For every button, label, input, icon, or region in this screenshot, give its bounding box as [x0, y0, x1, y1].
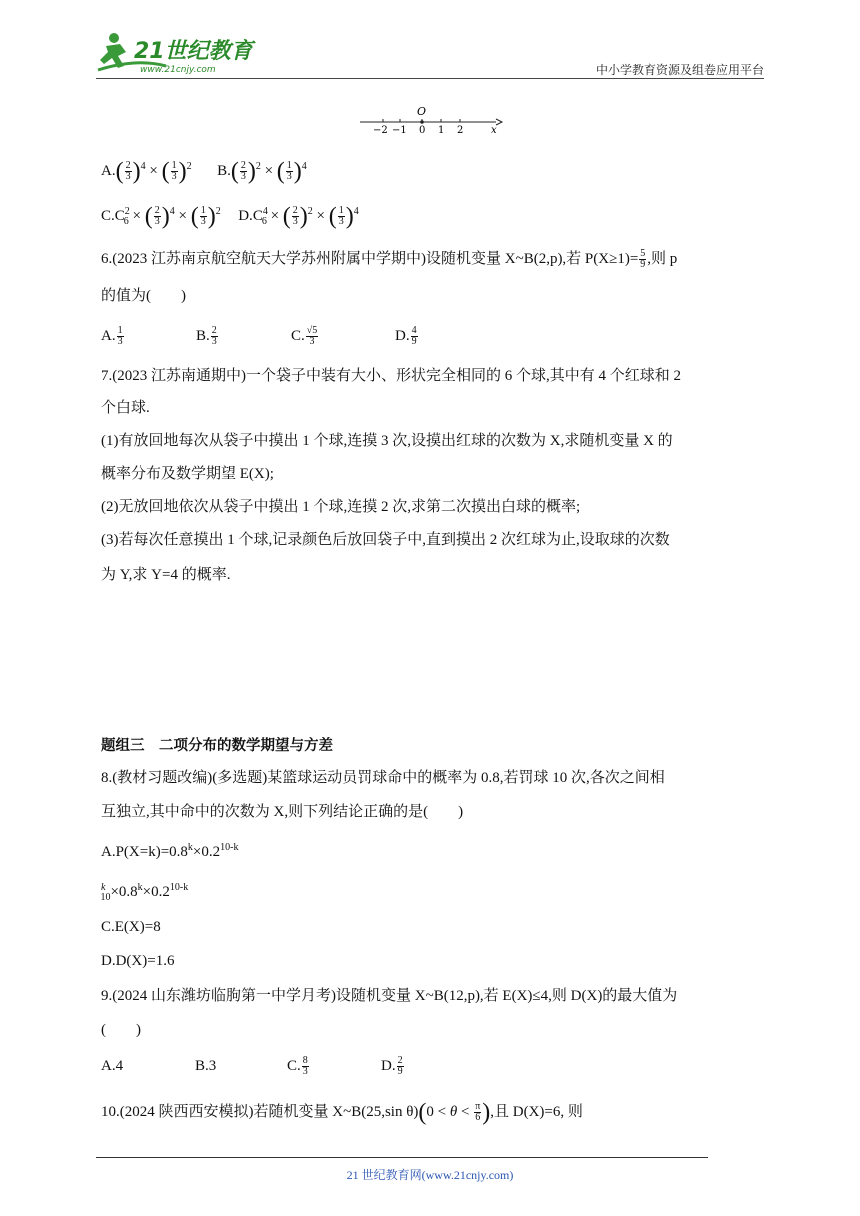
q6-stem: 6.(2023 江苏南京航空航天大学苏州附属中学期中)设随机变量 X~B(2,p),若 P(X≥1)= $\frac{5}{9}$ ,则 p	[101, 248, 678, 271]
q7-part3-a: (3)若每次任意摸出 1 个球,记录颜色后放回袋子中,直到摸出 2 次红球为止,设取球的次数	[101, 532, 670, 548]
svg-text:21世纪教育: 21世纪教育	[134, 39, 253, 64]
q7-stem-1: 7.(2023 江苏南通期中)一个袋子中装有大小、形状完全相同的 6 个球,其中有 4 个红球和 2	[101, 368, 681, 384]
q8-option-d[interactable]: D.D(X)=1.6	[101, 953, 175, 969]
q10-stem: 10.(2024 陕西西安模拟)若随机变量 X~B(25,sin θ)(0 < θ < $\frac{\pi}{6}$ ),且 D(X)=6, 则	[101, 1099, 583, 1126]
q6-option-d[interactable]: D. $\frac{4}{9}$	[395, 325, 417, 348]
axis-label: x	[491, 125, 497, 134]
platform-name: 中小学教育资源及组卷应用平台	[595, 63, 764, 77]
q5-options-ab	[101, 157, 307, 185]
q5-options-cd	[101, 202, 359, 232]
q7-part1-a: (1)有放回地每次从袋子中摸出 1 个球,连摸 3 次,设摸出红球的次数为 X,求随机变量 X 的	[101, 433, 673, 449]
runner-logo-icon	[96, 30, 266, 80]
tick-label: −2	[373, 125, 388, 134]
q5-option-d[interactable]: $D.C^4_6$ × ( $\frac{2}{3}$ )$^2$ × ( $\frac{1}{3}$ )$^4$	[238, 203, 359, 230]
section-title: 题组三 二项分布的数学期望与方差	[101, 738, 333, 754]
q8-option-c[interactable]: C.E(X)=8	[101, 919, 161, 935]
q6-stem-2: 的值为( )	[101, 288, 186, 304]
q5-option-c[interactable]: $C.C^2_6$ × ( $\frac{2}{3}$ )$^4$ × ( $\frac{1}{3}$ )$^2$	[101, 203, 221, 230]
q6-option-b[interactable]: B. $\frac{2}{3}$	[196, 325, 217, 348]
q6-option-a[interactable]: A. $\frac{1}{3}$	[101, 325, 123, 348]
q8-stem-2: 互独立,其中命中的次数为 X,则下列结论正确的是( )	[101, 804, 464, 820]
svg-text:www.21cnjy.com: www.21cnjy.com	[140, 65, 216, 75]
q7-part3-b: 为 Y,求 Y=4 的概率.	[101, 567, 231, 583]
tick-label: 0	[419, 125, 426, 134]
footer-divider	[96, 1157, 708, 1158]
origin-label: O	[417, 105, 427, 118]
q8-option-b[interactable]: $^k_{10}\times 0.8^k\times 0.2^{10-k}$	[100, 882, 189, 903]
header-divider	[96, 78, 764, 79]
q9-options	[101, 1056, 405, 1077]
footer-link[interactable]: 21 世纪教育网(www.21cnjy.com)	[346, 1168, 514, 1182]
page-header	[96, 30, 764, 80]
q9-option-c[interactable]: C. $\frac{8}{3}$	[287, 1055, 308, 1078]
q7-part2: (2)无放回地依次从袋子中摸出 1 个球,连摸 2 次,求第二次摸出白球的概率;	[101, 499, 581, 515]
tick-label: 2	[457, 125, 464, 134]
q9-option-b[interactable]: B.3	[195, 1058, 217, 1074]
q8-option-a[interactable]: $A.P(X=k)=0.8^k\times 0.2^{10-k}$	[101, 842, 239, 860]
q5-option-b[interactable]: B.( $\frac{2}{3}$ )$^2$ × ( $\frac{1}{3}$ )$^4$	[217, 158, 307, 185]
tick-label: −1	[392, 125, 407, 134]
q5-option-a[interactable]: A.( $\frac{2}{3}$ )$^4$ × ( $\frac{1}{3}$ )$^2$	[101, 158, 192, 185]
q9-option-a[interactable]: A.4	[101, 1058, 124, 1074]
q9-option-d[interactable]: D. $\frac{2}{9}$	[381, 1055, 403, 1078]
q7-part1-b: 概率分布及数学期望 E(X);	[101, 466, 274, 482]
q6-options	[101, 326, 419, 347]
q9-stem-2: ( )	[101, 1022, 141, 1038]
q6-option-c[interactable]: C. $\frac{√5}{3}$	[291, 325, 318, 348]
q8-stem-1: 8.(教材习题改编)(多选题)某篮球运动员罚球命中的概率为 0.8,若罚球 10 次,各次之间相	[101, 770, 665, 786]
site-logo[interactable]	[96, 30, 266, 80]
number-line-figure	[358, 104, 508, 134]
q9-stem-1: 9.(2024 山东潍坊临朐第一中学月考)设随机变量 X~B(12,p),若 E(X)≤4,则 D(X)的最大值为	[101, 988, 678, 1004]
tick-label: 1	[438, 125, 445, 134]
q7-stem-2: 个白球.	[101, 400, 150, 416]
